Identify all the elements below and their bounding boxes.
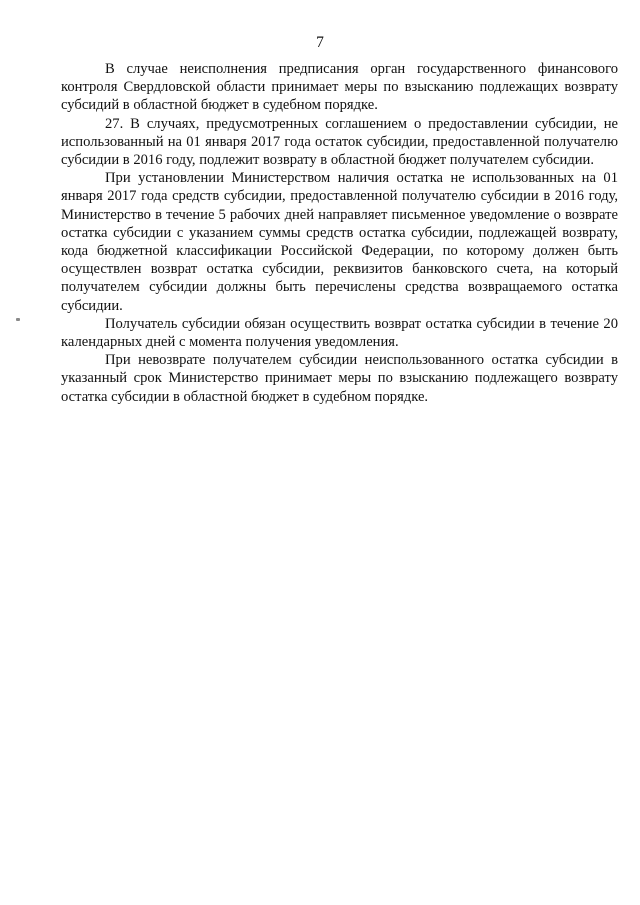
page-number: 7 [316, 34, 324, 51]
scan-artifact-mark [16, 318, 20, 321]
paragraph-ministry-notice: При установлении Министерством наличия остатка не использованных на 01 января 2017 года средств субсидии, предоставленной получателю субсидии в 2016 году, Министерство в течение 5 рабочих дней направляет письменное уведомление о возврате остатка субсидии с указанием суммы средств остатка субсидии, подлежащей возврату, кода бюджетной классификации Российской Федерации, по которому должен быть осуществлен возврат остатка субсидии, реквизитов банковского счета, на который получателем субсидии должны быть перечислены средства возвращаемого остатка субсидии. [61, 170, 618, 314]
paragraph-clause-27: 27. В случаях, предусмотренных соглашением о предоставлении субсидии, не использованный на 01 января 2017 года остаток субсидии, предоставленной получателю субсидии в 2016 году, подлежит возврату в областной бюджет получателем субсидии. [61, 115, 618, 169]
paragraph-enforcement: В случае неисполнения предписания орган государственного финансового контроля Свердловской области принимает меры по взысканию подлежащих возврату субсидий в областной бюджет в судебном порядке. [61, 61, 618, 114]
paragraph-return-deadline: Получатель субсидии обязан осуществить возврат остатка субсидии в течение 20 календарных дней с момента получения уведомления. [61, 315, 618, 351]
document-body [61, 60, 618, 406]
paragraph-non-return: При невозврате получателем субсидии неиспользованного остатка субсидии в указанный срок Министерство принимает меры по взысканию подлежащего возврату остатка субсидии в областной бюджет в судебном порядке. [61, 352, 618, 405]
